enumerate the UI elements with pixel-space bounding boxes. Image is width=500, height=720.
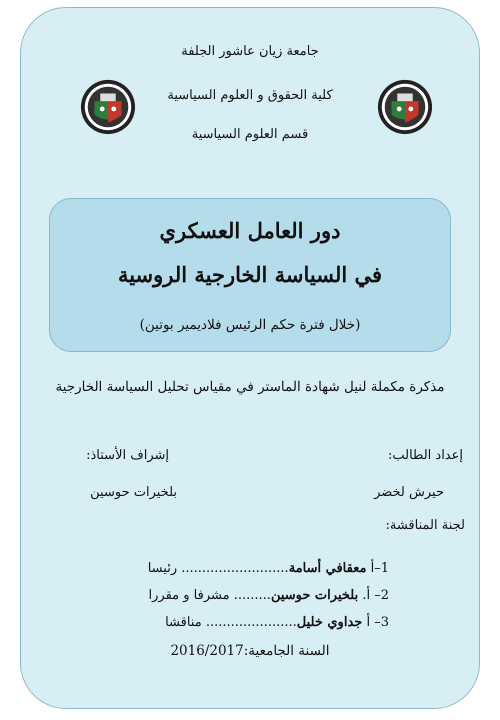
thesis-title-line2: في السياسة الخارجية الروسية	[117, 262, 383, 287]
academic-year: السنة الجامعية:2016/2017	[170, 643, 330, 659]
committee-member-1: 1–أ معقافي أسامة.......................... رئيسا	[147, 561, 389, 576]
thesis-subtitle: (خلال فترة حكم الرئيس فلاديمير بوتين)	[139, 317, 361, 333]
department-name: قسم العلوم السياسية	[191, 127, 309, 142]
faculty-name: كلية الحقوق و العلوم السياسية	[167, 88, 333, 103]
student-name: حيرش لخضر	[374, 485, 444, 500]
title-box	[49, 198, 451, 352]
committee-member-3: 3– أ جداوي خليل...................... مناقشا	[165, 615, 389, 630]
supervisor-name: بلخيرات حوسين	[90, 485, 177, 500]
supervisor-label: إشراف الأستاذ:	[86, 448, 169, 463]
committee-member-2: 2– أ. بلخيرات حوسين......... مشرفا و مقررا	[148, 588, 389, 603]
thesis-title-line1: دور العامل العسكري	[159, 218, 341, 243]
thesis-note: مذكرة مكملة لنيل شهادة الماستر في مقياس تحليل السياسة الخارجية	[55, 379, 445, 395]
cover-page	[20, 7, 480, 709]
student-label: إعداد الطالب:	[387, 448, 463, 463]
university-name: جامعة زيان عاشور الجلفة	[181, 44, 319, 59]
committee-label: لجنة المناقشة:	[385, 518, 465, 533]
